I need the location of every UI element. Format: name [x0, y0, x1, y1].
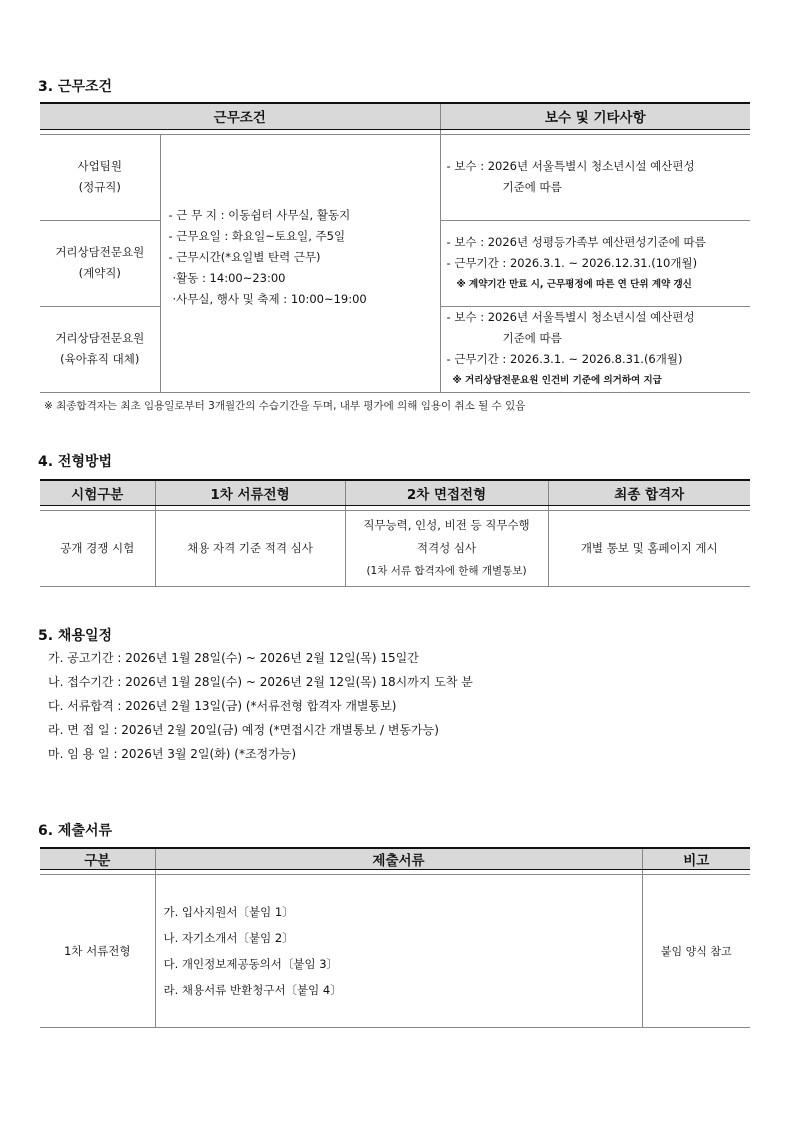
- schedule-item: 나. 접수기간 : 2026년 1월 28일(수) ~ 2026년 2월 12일(목) 18시까지 도착 분: [48, 675, 473, 689]
- pay-cell-2: - 보수 : 2026년 성평등가족부 예산편성기준에 따름 - 근무기간 : 2026.3.1. ~ 2026.12.31.(10개월) ※ 계약기간 만료 시, 근무평정에 따른 연 단위 계약 갱신: [440, 220, 750, 306]
- stage-cell: 1차 서류전형: [40, 875, 155, 1028]
- section-3-title: 3. 근무조건: [38, 79, 113, 95]
- role-cell: 거리상담전문요원 (계약직): [40, 220, 160, 306]
- first-round-cell: 채용 자격 기준 적격 심사: [155, 510, 345, 586]
- documents-table: [40, 847, 750, 1028]
- header-final: 최종 합격자: [548, 480, 750, 505]
- schedule-item: 라. 면 접 일 : 2026년 2월 20일(금) 예정 (*면접시간 개별통보 / 변동가능): [48, 723, 439, 737]
- header-second-round: 2차 면접전형: [345, 480, 548, 505]
- header-documents: 제출서류: [155, 848, 642, 870]
- work-conditions-table: [40, 102, 750, 393]
- document-item: 가. 입사지원서〔붙임 1〕: [163, 905, 294, 919]
- exam-type-cell: 공개 경쟁 시험: [40, 510, 155, 586]
- document-item: 라. 채용서류 반환청구서〔붙임 4〕: [163, 983, 342, 997]
- document-item: 나. 자기소개서〔붙임 2〕: [163, 931, 294, 945]
- probation-footnote: ※ 최종합격자는 최초 임용일로부터 3개월간의 수습기간을 두며, 내부 평가에 의해 임용이 취소 될 수 있음: [44, 400, 526, 412]
- header-first-round: 1차 서류전형: [155, 480, 345, 505]
- header-category: 구분: [40, 848, 155, 870]
- header-conditions: 근무조건: [40, 103, 440, 129]
- header-exam-type: 시험구분: [40, 480, 155, 505]
- conditions-cell: - 근 무 지 : 이동쉼터 사무실, 활동지 - 근무요일 : 화요일~토요일, 주5일 - 근무시간(*요일별 탄력 근무) ·활동 : 14:00~23:00 ·사무실, 행사 및 축제 : 10:00~19:00: [160, 134, 440, 392]
- schedule-item: 가. 공고기간 : 2026년 1월 28일(수) ~ 2026년 2월 12일(목) 15일간: [48, 651, 419, 665]
- remarks-cell: 붙임 양식 참고: [642, 875, 750, 1028]
- documents-cell: [155, 875, 642, 1028]
- header-remarks: 비고: [642, 848, 750, 870]
- schedule-item: 마. 임 용 일 : 2026년 3월 2일(화) (*조정가능): [48, 747, 297, 761]
- role-cell: 사업팀원 (정규직): [40, 134, 160, 220]
- document-item: 다. 개인정보제공동의서〔붙임 3〕: [163, 957, 339, 971]
- section-4-title: 4. 전형방법: [38, 454, 113, 470]
- header-pay: 보수 및 기타사항: [440, 103, 750, 129]
- schedule-list: [48, 646, 473, 766]
- second-round-cell: 직무능력, 인성, 비전 등 직무수행 적격성 심사 (1차 서류 합격자에 한해 개별통보): [345, 510, 548, 586]
- section-5-title: 5. 채용일정: [38, 628, 113, 644]
- selection-method-table: [40, 479, 750, 587]
- pay-cell-3: - 보수 : 2026년 서울특별시 청소년시설 예산편성 기준에 따름 - 근무기간 : 2026.3.1. ~ 2026.8.31.(6개월) ※ 거리상담전문요원 인건비 기준에 의거하여 지급: [440, 306, 750, 392]
- section-6-title: 6. 제출서류: [38, 823, 113, 839]
- role-cell: 거리상담전문요원 (육아휴직 대체): [40, 306, 160, 392]
- pay-cell-1: - 보수 : 2026년 서울특별시 청소년시설 예산편성 기준에 따름: [440, 134, 750, 220]
- final-cell: 개별 통보 및 홈페이지 게시: [548, 510, 750, 586]
- schedule-item: 다. 서류합격 : 2026년 2월 13일(금) (*서류전형 합격자 개별통보): [48, 699, 397, 713]
